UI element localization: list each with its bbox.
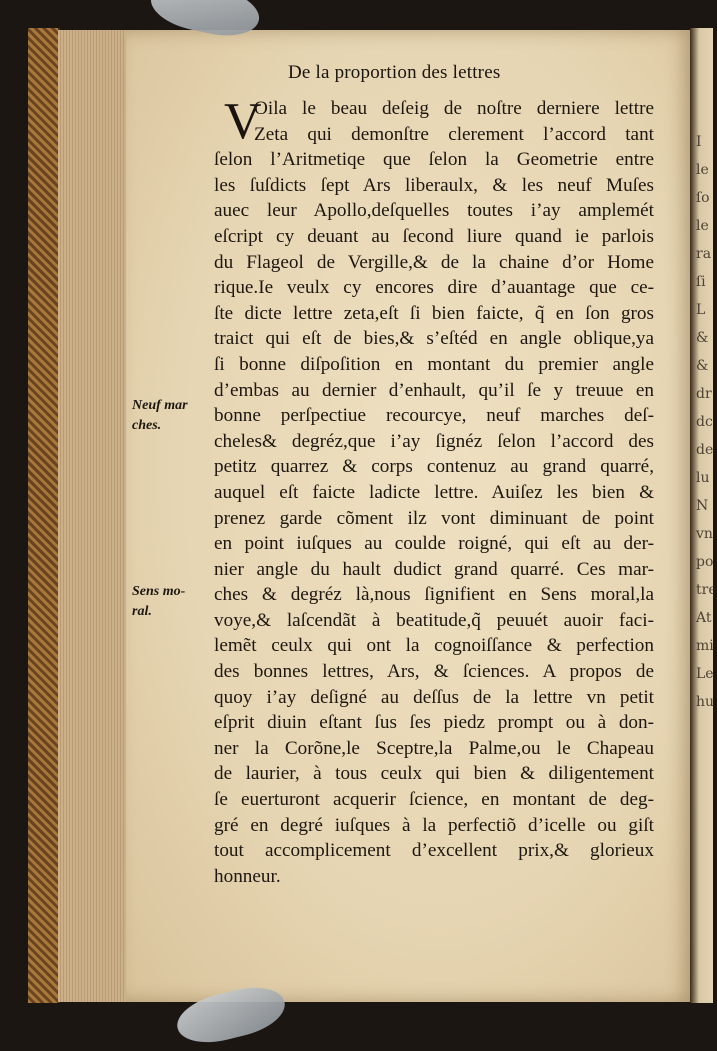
text-line: ſi bonne diſpoſition en montant du premier angle <box>214 353 654 375</box>
text-line: eſcript cy deuant au ſecond liure quand ie parlois <box>214 225 654 247</box>
text-line: Oila le beau deſeig de noſtre derniere lettre <box>254 98 654 119</box>
facing-page-glyph: ſi <box>696 274 706 290</box>
facing-page-glyph: hu <box>696 694 715 710</box>
facing-page-glyph: At <box>696 610 712 626</box>
text-line: ſe euerturont acquerir ſcience, en montant de deg- <box>214 789 654 811</box>
facing-page-glyph: le <box>696 162 709 178</box>
facing-page-glyph: I <box>696 134 702 150</box>
margin-note-line: ral. <box>132 604 152 619</box>
margin-note-line: Sens mo- <box>132 584 186 599</box>
text-line: des bonnes lettres, Ars, & ſciences. A propos de <box>214 661 654 683</box>
text-line: rique.Ie veulx cy encores dire d’auantage que ce- <box>214 277 654 299</box>
page-stack-edge <box>58 30 129 1002</box>
text-line: ches & degréz là,nous ſignifient en Sens moral,la <box>214 584 654 606</box>
text-line: cheles& degréz,que i’ay ſignéz ſelon l’accord des <box>214 430 654 452</box>
text-line: honneur. <box>214 865 281 887</box>
facing-page-glyph: vn <box>696 526 713 542</box>
facing-page-glyphs <box>696 128 716 716</box>
text-line: auquel eſt faicte ladicte lettre. Auiſez les bien & <box>214 481 654 503</box>
text-line: voye,& laſcendãt à beatitude,q̃ peuuét auoir faci- <box>214 609 654 631</box>
facing-page-glyph: ra <box>696 246 712 262</box>
facing-page-glyph: Le <box>696 666 714 682</box>
text-line: ſelon l’Aritmetiqe que ſelon la Geometrie entre <box>214 149 654 171</box>
text-line: ner la Corõne,le Sceptre,la Palme,ou le Chapeau <box>214 737 654 759</box>
body-text <box>214 93 654 889</box>
facing-page-glyph: dc <box>696 414 713 430</box>
text-line: en point iuſques au coulde roigné, qui eſt au der- <box>214 533 654 555</box>
margin-note-line: ches. <box>132 418 162 433</box>
facing-page-glyph: po <box>696 554 714 570</box>
facing-page-glyph: N <box>696 498 709 514</box>
margin-note-line: Neuf mar <box>132 398 188 413</box>
text-line: les ſuſdicts ſept Ars liberaulx, & les neuf Muſes <box>214 174 654 196</box>
facing-page-glyph: mi <box>696 638 714 654</box>
text-line: de laurier, à tous ceulx qui bien & diligentement <box>214 763 654 785</box>
text-line: auec leur Apollo,deſquelles toutes i’ay amplemét <box>214 200 654 222</box>
text-line: lemẽt ceulx qui ont la cognoiſſance & perfection <box>214 635 654 657</box>
facing-page-glyph: dr <box>696 386 712 402</box>
running-head: De la proportion des lettres <box>288 62 501 83</box>
text-line: d’embas au dernier d’enhault, qu’il ſe y treuue en <box>214 379 654 401</box>
facing-page-glyph: lu <box>696 470 710 486</box>
facing-page-glyph: de <box>696 442 714 458</box>
facing-page-glyph: ſo <box>696 190 710 206</box>
margin-note-neuf-marches <box>132 396 210 436</box>
text-line: eſprit diuin eſtant ſus ſes piedz prompt ou à don- <box>214 712 654 734</box>
text-line: gré en degré iuſques à la perfectiõ d’icelle ou giſt <box>214 814 654 836</box>
facing-page-glyph: tre <box>696 582 717 598</box>
text-line: petitz quarrez & corps contenuz au grand quarré, <box>214 456 654 478</box>
facing-page-glyph: le <box>696 218 709 234</box>
text-line: Zeta qui demonſtre clerement l’accord tant <box>254 123 654 145</box>
text-line: tout accomplicement d’excellent prix,& glorieux <box>214 840 654 862</box>
text-line: prenez garde cõment ilz vont diminuant de point <box>214 507 654 529</box>
text-line: traict qui eſt de bies,& s’eſtéd en angle oblique,ya <box>214 328 654 350</box>
text-line: bonne perſpectiue recourcye, neuf marches deſ- <box>214 405 654 427</box>
text-line: du Flageol de Vergille,& de la chaine d’or Home <box>214 251 654 273</box>
text-line: nier angle du hault dudict grand quarré. Ces mar- <box>214 558 654 580</box>
drop-cap: V <box>224 93 262 150</box>
facing-page-glyph: & <box>696 330 709 346</box>
facing-page-glyph: L <box>696 302 706 318</box>
book-spine-edge <box>28 28 60 1003</box>
facing-page-edge <box>690 28 717 1003</box>
text-line: quoy i’ay deſigné au deſſus de la lettre vn petit <box>214 686 654 708</box>
facing-page-glyph: & <box>696 358 709 374</box>
text-line: ſte dicte lettre zeta,eſt ſi bien faicte, q̃ en ſon gros <box>214 302 654 324</box>
margin-note-sens-moral <box>132 582 210 622</box>
